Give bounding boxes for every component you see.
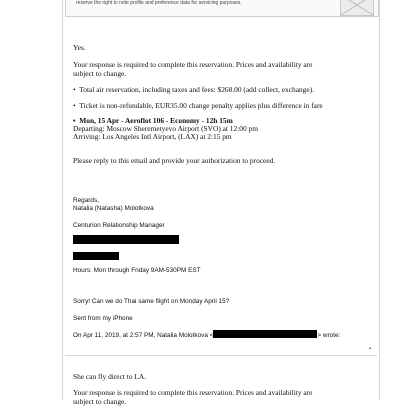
quote-header	[73, 330, 340, 340]
redacted-block	[73, 252, 119, 260]
required-notice-line1: Your response is required to complete this reservation. Prices and availability are	[73, 60, 313, 69]
required-notice-line2: subject to change.	[73, 69, 127, 78]
quoted-required-line1: Your response is required to complete this reservation. Prices and availability are	[73, 388, 313, 397]
bullet-dot: •	[73, 85, 76, 94]
quoted-direct: She can fly direct to LA.	[73, 372, 147, 381]
quote-header-prefix: On Apr 11, 2019, at 2:57 PM, Natalia Molotkova <	[73, 332, 214, 339]
ticket-policy-text: Ticket is non-refundable, EUR35.00 change penalty applies plus difference in fare	[79, 101, 323, 110]
signature-regards: Regards,	[73, 197, 99, 204]
quote-divider	[65, 355, 377, 356]
email-message-body	[62, 0, 380, 406]
redacted-email	[213, 330, 317, 338]
authorization-request: Please reply to this email and provide your authorization to proceed.	[73, 156, 276, 165]
signature-name: Natalia (Natasha) Molotkova	[73, 205, 154, 212]
list-item-total-fare	[73, 85, 314, 94]
image-placeholder-icon	[340, 0, 374, 16]
customer-question: Sorry! Can we do Thai same flight on Monday April 15?	[73, 298, 230, 305]
flight-summary: Mon, 15 Apr - Aeroflot 106 - Economy - 12h 15m	[79, 116, 233, 125]
total-fare-text: Total air reservation, including taxes and fees: $268.00 (add collect, exchange).	[79, 85, 314, 94]
arriving-line: Arriving: Los Angeles Intl Airport, (LAX) at 2:15 pm	[73, 132, 232, 141]
bullet-dot: •	[73, 101, 76, 110]
previous-message-snippet	[65, 0, 379, 17]
reply-yes: Yes.	[73, 43, 86, 52]
bullet-dot: •	[73, 116, 76, 125]
quote-header-suffix: > wrote:	[317, 332, 341, 339]
redacted-block	[73, 235, 179, 244]
sent-from-signature: Sent from my iPhone	[73, 315, 133, 322]
departing-line: Departing: Moscow Sheremetyevo Airport (SVO) at 12:00 pm	[73, 124, 258, 133]
quote-toggle-icon[interactable]: ▪	[369, 346, 372, 352]
list-item-ticket-policy	[73, 101, 323, 110]
signature-title: Centurion Relationship Manager	[73, 222, 165, 229]
signature-hours: Hours: Mon through Friday 9AM-530PM EST	[73, 267, 201, 274]
quoted-required-line2: subject to change.	[73, 397, 127, 406]
snippet-text: reserve the right to note profile and preference data for servicing purposes.	[76, 0, 242, 6]
